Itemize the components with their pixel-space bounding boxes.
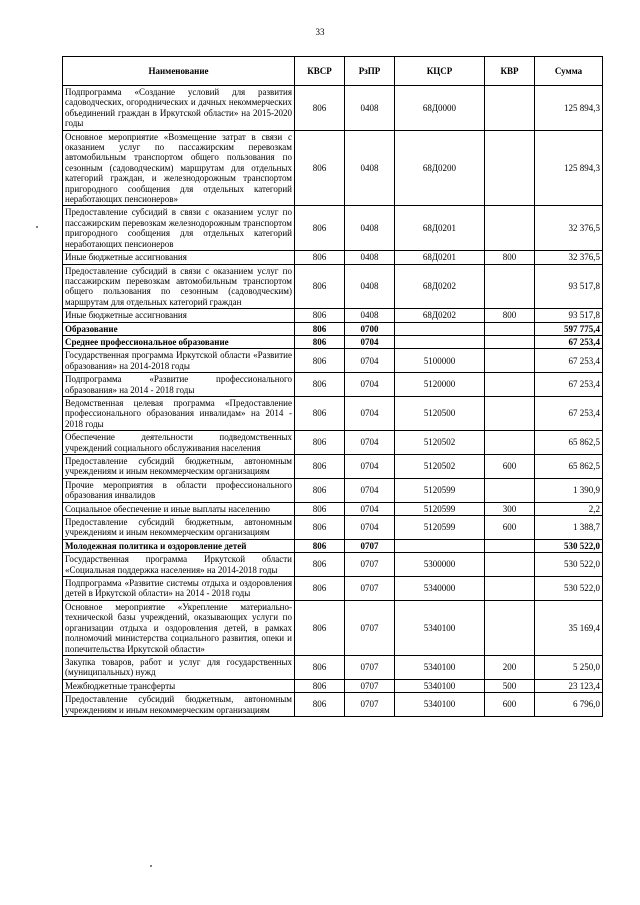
cell-kcsr: 5340000	[395, 577, 485, 601]
cell-sum: 125 894,3	[535, 86, 603, 131]
cell-kvr	[485, 396, 535, 430]
cell-sum: 67 253,4	[535, 335, 603, 348]
table-row	[63, 502, 603, 515]
cell-sum: 5 250,0	[535, 655, 603, 679]
cell-kvr	[485, 130, 535, 206]
cell-name: Предоставление субсидий в связи с оказанием услуг по пассажирским перевозкам железнодорожным транспортом пригородного сообщения для отдельных категорий неработающих пенсионеров	[63, 206, 295, 251]
table-row	[63, 335, 603, 348]
cell-sum: 35 169,4	[535, 600, 603, 655]
cell-name: Социальное обеспечение и иные выплаты населению	[63, 502, 295, 515]
cell-rzpr: 0704	[345, 335, 395, 348]
table-row	[63, 478, 603, 502]
cell-kvsr: 806	[295, 86, 345, 131]
cell-rzpr: 0707	[345, 679, 395, 692]
header-kvsr: КВСР	[295, 57, 345, 86]
table-row	[63, 206, 603, 251]
cell-name: Подпрограмма «Развитие системы отдыха и оздоровления детей в Иркутской области» на 2014 - 2018 годы	[63, 577, 295, 601]
cell-name: Подпрограмма «Развитие профессионального образования» на 2014 - 2018 годы	[63, 373, 295, 397]
cell-kvsr: 806	[295, 309, 345, 322]
header-rzpr: РзПР	[345, 57, 395, 86]
table-row	[63, 264, 603, 309]
cell-name: Ведомственная целевая программа «Предоставление профессионального образования инвалидам» на 2014 - 2018 годы	[63, 396, 295, 430]
cell-kvsr: 806	[295, 655, 345, 679]
budget-table	[62, 56, 603, 717]
cell-rzpr: 0700	[345, 322, 395, 335]
table-row	[63, 309, 603, 322]
page-number: 33	[315, 27, 325, 37]
table-row	[63, 130, 603, 206]
cell-kvsr: 806	[295, 251, 345, 264]
cell-kvsr: 806	[295, 455, 345, 479]
cell-kcsr: 5300000	[395, 553, 485, 577]
cell-name: Предоставление субсидий бюджетным, автономным учреждениям и иным некоммерческим организациям	[63, 455, 295, 479]
cell-kvr	[485, 431, 535, 455]
cell-rzpr: 0707	[345, 577, 395, 601]
cell-sum: 530 522,0	[535, 577, 603, 601]
cell-name: Иные бюджетные ассигнования	[63, 251, 295, 264]
cell-sum: 2,2	[535, 502, 603, 515]
table-row	[63, 693, 603, 717]
cell-rzpr: 0707	[345, 553, 395, 577]
cell-name: Образование	[63, 322, 295, 335]
table-row	[63, 431, 603, 455]
cell-kcsr: 68Д0200	[395, 130, 485, 206]
cell-rzpr: 0704	[345, 396, 395, 430]
cell-kcsr: 5120599	[395, 502, 485, 515]
cell-sum: 67 253,4	[535, 396, 603, 430]
cell-name: Предоставление субсидий бюджетным, автономным учреждениям и иным некоммерческим организациям	[63, 516, 295, 540]
cell-kcsr: 5120502	[395, 455, 485, 479]
cell-kvr	[485, 349, 535, 373]
cell-sum: 23 123,4	[535, 679, 603, 692]
header-name: Наименование	[63, 57, 295, 86]
cell-rzpr: 0704	[345, 373, 395, 397]
scan-speck	[36, 226, 38, 228]
cell-kvsr: 806	[295, 349, 345, 373]
cell-kvsr: 806	[295, 478, 345, 502]
cell-rzpr: 0408	[345, 86, 395, 131]
cell-kvr	[485, 322, 535, 335]
cell-rzpr: 0408	[345, 130, 395, 206]
cell-sum: 597 775,4	[535, 322, 603, 335]
cell-kcsr: 5120599	[395, 478, 485, 502]
table-row	[63, 86, 603, 131]
cell-kcsr: 5340100	[395, 600, 485, 655]
cell-rzpr: 0704	[345, 455, 395, 479]
cell-name: Иные бюджетные ассигнования	[63, 309, 295, 322]
cell-rzpr: 0408	[345, 206, 395, 251]
cell-name: Межбюджетные трансферты	[63, 679, 295, 692]
cell-kvsr: 806	[295, 693, 345, 717]
cell-kvr	[485, 264, 535, 309]
cell-rzpr: 0704	[345, 478, 395, 502]
cell-kcsr: 68Д0202	[395, 264, 485, 309]
cell-kvr: 600	[485, 516, 535, 540]
cell-kvsr: 806	[295, 431, 345, 455]
cell-rzpr: 0704	[345, 431, 395, 455]
cell-rzpr: 0704	[345, 349, 395, 373]
cell-sum: 65 862,5	[535, 431, 603, 455]
cell-kvr	[485, 478, 535, 502]
cell-kcsr: 5120599	[395, 516, 485, 540]
cell-kvsr: 806	[295, 264, 345, 309]
cell-sum: 1 390,9	[535, 478, 603, 502]
table-row	[63, 322, 603, 335]
cell-sum: 530 522,0	[535, 553, 603, 577]
cell-kvr	[485, 539, 535, 552]
cell-sum: 93 517,8	[535, 264, 603, 309]
cell-kvr: 200	[485, 655, 535, 679]
cell-rzpr: 0408	[345, 309, 395, 322]
cell-kvr	[485, 600, 535, 655]
cell-kvr: 800	[485, 309, 535, 322]
table-row	[63, 373, 603, 397]
cell-rzpr: 0408	[345, 264, 395, 309]
cell-rzpr: 0704	[345, 516, 395, 540]
cell-sum: 67 253,4	[535, 373, 603, 397]
cell-sum: 32 376,5	[535, 251, 603, 264]
table-row	[63, 539, 603, 552]
cell-kvsr: 806	[295, 600, 345, 655]
cell-sum: 67 253,4	[535, 349, 603, 373]
cell-kvr	[485, 206, 535, 251]
cell-sum: 530 522,0	[535, 539, 603, 552]
cell-kvr	[485, 335, 535, 348]
cell-kcsr	[395, 539, 485, 552]
table-row	[63, 349, 603, 373]
cell-kcsr: 68Д0202	[395, 309, 485, 322]
cell-sum: 65 862,5	[535, 455, 603, 479]
cell-rzpr: 0707	[345, 693, 395, 717]
cell-kcsr: 5120500	[395, 396, 485, 430]
header-kcsr: КЦСР	[395, 57, 485, 86]
cell-kvsr: 806	[295, 335, 345, 348]
cell-sum: 125 894,3	[535, 130, 603, 206]
cell-name: Подпрограмма «Создание условий для развития садоводческих, огороднических и дачных некоммерческих объединений граждан в Иркутской области» на 2015-2020 годы	[63, 86, 295, 131]
header-kvr: КВР	[485, 57, 535, 86]
cell-kvsr: 806	[295, 373, 345, 397]
cell-kvr	[485, 86, 535, 131]
cell-name: Предоставление субсидий в связи с оказанием услуг по пассажирским перевозкам автомобильным транспортом общего пользования по сезонным (садоводческим) маршрутам для отдельных категорий граждан	[63, 264, 295, 309]
cell-kcsr: 5120502	[395, 431, 485, 455]
cell-rzpr: 0707	[345, 600, 395, 655]
cell-kvsr: 806	[295, 553, 345, 577]
cell-kcsr: 5120000	[395, 373, 485, 397]
cell-kcsr: 5340100	[395, 679, 485, 692]
cell-kcsr: 5340100	[395, 655, 485, 679]
cell-name: Молодежная политика и оздоровление детей	[63, 539, 295, 552]
cell-kcsr: 68Д0000	[395, 86, 485, 131]
cell-name: Основное мероприятие «Укрепление материально-технической базы учреждений, оказывающих услуги по организации отдыха и оздоровления детей, в рамках полномочий министерства социального развития, опеки и попечительства Иркутской области»	[63, 600, 295, 655]
cell-name: Основное мероприятие «Возмещение затрат в связи с оказанием услуг по пассажирским перевозкам автомобильным транспортом общего пользования по сезонным (садоводческим) маршрутам для отдельных категорий граждан, и железнодорожным транспортом пригородного сообщения для отдельных категорий неработающих пенсионеров»	[63, 130, 295, 206]
cell-kvsr: 806	[295, 502, 345, 515]
cell-name: Государственная программа Иркутской области «Социальная поддержка населения» на 2014-2018 годы	[63, 553, 295, 577]
cell-name: Предоставление субсидий бюджетным, автономным учреждениям и иным некоммерческим организациям	[63, 693, 295, 717]
cell-sum: 93 517,8	[535, 309, 603, 322]
table-row	[63, 577, 603, 601]
cell-kvr	[485, 553, 535, 577]
cell-rzpr: 0707	[345, 655, 395, 679]
cell-sum: 6 796,0	[535, 693, 603, 717]
header-sum: Сумма	[535, 57, 603, 86]
table-row	[63, 396, 603, 430]
cell-name: Обеспечение деятельности подведомственных учреждений социального обслуживания населения	[63, 431, 295, 455]
cell-kcsr: 68Д0201	[395, 251, 485, 264]
cell-kvsr: 806	[295, 206, 345, 251]
cell-rzpr: 0408	[345, 251, 395, 264]
cell-kvsr: 806	[295, 539, 345, 552]
cell-kvr: 600	[485, 693, 535, 717]
cell-sum: 32 376,5	[535, 206, 603, 251]
cell-kcsr: 68Д0201	[395, 206, 485, 251]
cell-name: Прочие мероприятия в области профессионального образования инвалидов	[63, 478, 295, 502]
cell-kvr: 600	[485, 455, 535, 479]
cell-kvr: 300	[485, 502, 535, 515]
cell-kvsr: 806	[295, 322, 345, 335]
scan-speck	[150, 865, 152, 867]
table-row	[63, 516, 603, 540]
table-row	[63, 553, 603, 577]
cell-kvr	[485, 373, 535, 397]
cell-kvsr: 806	[295, 130, 345, 206]
table-header-row	[63, 57, 603, 86]
cell-name: Закупка товаров, работ и услуг для государственных (муниципальных) нужд	[63, 655, 295, 679]
cell-kcsr	[395, 322, 485, 335]
cell-name: Среднее профессиональное образование	[63, 335, 295, 348]
cell-kvsr: 806	[295, 516, 345, 540]
table-body	[63, 86, 603, 717]
cell-kcsr: 5100000	[395, 349, 485, 373]
table-row	[63, 251, 603, 264]
cell-kcsr: 5340100	[395, 693, 485, 717]
cell-rzpr: 0704	[345, 502, 395, 515]
cell-kvsr: 806	[295, 577, 345, 601]
cell-kvsr: 806	[295, 396, 345, 430]
table-row	[63, 600, 603, 655]
cell-kvr	[485, 577, 535, 601]
table-row	[63, 655, 603, 679]
cell-kvsr: 806	[295, 679, 345, 692]
cell-kvr: 500	[485, 679, 535, 692]
cell-name: Государственная программа Иркутской области «Развитие образования» на 2014-2018 годы	[63, 349, 295, 373]
cell-rzpr: 0707	[345, 539, 395, 552]
cell-sum: 1 388,7	[535, 516, 603, 540]
cell-kcsr	[395, 335, 485, 348]
table-row	[63, 679, 603, 692]
table-row	[63, 455, 603, 479]
cell-kvr: 800	[485, 251, 535, 264]
